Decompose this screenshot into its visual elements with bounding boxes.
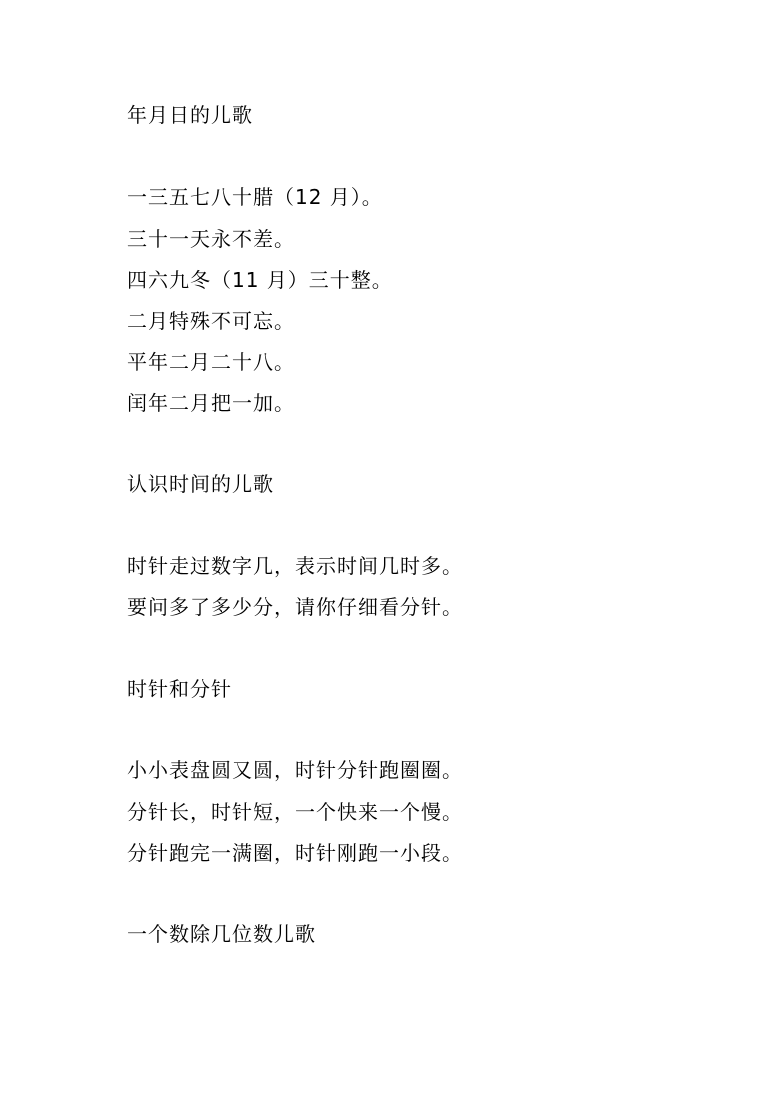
poem-line: 三十一天永不差。 — [127, 227, 295, 251]
poem-line: 时针走过数字几，表示时间几时多。 — [127, 554, 463, 578]
poem-line: 二月特殊不可忘。 — [127, 309, 295, 333]
poem-line: 分针长，时针短，一个快来一个慢。 — [127, 800, 463, 824]
poem-line: 平年二月二十八。 — [127, 350, 295, 374]
poem-line: 四六九冬（11 月）三十整。 — [127, 268, 393, 292]
poem-line: 一三五七八十腊（12 月）。 — [127, 185, 383, 209]
section-title-3: 时针和分针 — [127, 677, 232, 701]
poem-line: 要问多了多少分，请你仔细看分针。 — [127, 595, 463, 619]
poem-line: 分针跑完一满圈，时针刚跑一小段。 — [127, 841, 463, 865]
section-title-4: 一个数除几位数儿歌 — [127, 922, 316, 946]
section-title-2: 认识时间的儿歌 — [127, 472, 274, 496]
section-title-1: 年月日的儿歌 — [127, 103, 253, 127]
poem-line: 闰年二月把一加。 — [127, 391, 295, 415]
poem-line: 小小表盘圆又圆，时针分针跑圈圈。 — [127, 758, 463, 782]
